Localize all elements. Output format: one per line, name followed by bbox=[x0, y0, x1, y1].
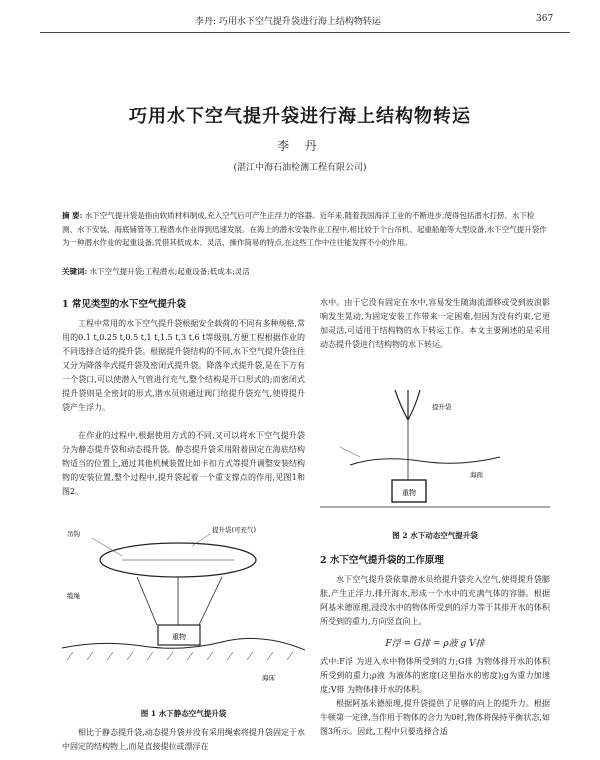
section-2-para-3: 根据阿基米德原理,提升袋提供了足够的向上的提升力。根据牛顿第一定律,当作用于物体的合力为0时,物体将保持平衡状态,如图3所示。因此,工程中只要选择合适 bbox=[320, 699, 550, 736]
sea-surface bbox=[350, 457, 500, 465]
abstract-label: 摘 要: bbox=[62, 211, 83, 220]
lift-bag-plume bbox=[395, 390, 420, 420]
article-title: 巧用水下空气提升袋进行海上结构物转运 bbox=[129, 106, 471, 127]
equation: F浮 = G排 = ρ液 g V排 bbox=[385, 639, 485, 649]
fig2-object-label: 重物 bbox=[402, 489, 416, 497]
affiliation: (湛江中海石油检测工程有限公司) bbox=[233, 163, 367, 173]
section-2-para-1: 水下空气提升袋依靠潜水员给提升袋充入空气,使得提升袋膨胀,产生正浮力,排开海水,形成一个水中的充满气体的容器。根据阿基米德原理,浸没水中的物体所受到的浮力等于其排开水的体积所受到的重力,方向竖直向上。 bbox=[320, 575, 550, 626]
author: 李 丹 bbox=[277, 139, 323, 153]
page-number: 367 bbox=[536, 14, 554, 24]
fig1-object-label: 重物 bbox=[172, 633, 186, 641]
keywords-text: 水下空气提升袋;工程潜水;起重设备;低成本;灵活 bbox=[89, 267, 250, 276]
fig1-bag-label: 提升袋(可充气) bbox=[212, 526, 257, 534]
figure-2-caption: 图 2 水下动态空气提升袋 bbox=[392, 531, 478, 540]
figure-1-caption: 图 1 水下静态空气提升袋 bbox=[140, 709, 227, 718]
figure-1-static-lift-bag bbox=[62, 520, 305, 702]
fig2-bag-label: 提升袋 bbox=[432, 403, 452, 411]
running-header-title: 李丹: 巧用水下空气提升袋进行海上结构物转运 bbox=[195, 17, 381, 27]
fig2-surface-label: 海面 bbox=[470, 471, 483, 479]
abstract bbox=[62, 209, 547, 250]
section-1-para-2: 在作业的过程中,根据使用方式的不同,又可以将水下空气提升袋分为静态提升袋和动态提升袋。静态提升袋采用附着固定在海底结构物适当的位置上,通过其他机械装置比如卡扣方式等提升调整安装结构物的安装位置,整个过程中,提升袋起着一个重支撑点的作用,见图1和图2。 bbox=[62, 431, 305, 496]
section-1-para-3: 相比于静态提升袋,动态提升袋并没有采用绳索将提升袋固定于水中固定的结构物上,而是直接提拉或漂浮在 bbox=[62, 728, 305, 751]
section-1-heading: 1 常见类型的水下空气提升袋 bbox=[62, 299, 186, 310]
header-rule bbox=[40, 32, 570, 33]
section-2-heading: 2 水下空气提升袋的工作原理 bbox=[320, 555, 444, 566]
section-1-para-1: 工程中常用的水下空气提升袋根据安全载荷的不同有多种规格,常用的0.1 t,0.25 t,0.5 t,1 t,1.5 t,3 t,6 t等级别,方便工程根据作业的不同选择合适的提升袋。根据提升袋结构的不同,水下空气提升袋往往又分为降落伞式提升袋及密闭式提升袋。降落伞式提升袋,是在下方有一个袋口,可以使潜入气管进行充气,整个结构是开口形式的;而密闭式提升袋则是全密封的形式,潜水员则通过阀门给提升袋充气,使得提升袋产生浮力。 bbox=[62, 319, 305, 412]
fig1-seabed-label: 海床 bbox=[262, 674, 275, 682]
fig1-hook-label: 吊钩 bbox=[67, 530, 80, 538]
figure-2-dynamic-lift-bag bbox=[320, 385, 550, 525]
keywords-label: 关键词: bbox=[62, 267, 88, 276]
abstract-text: 水下空气提升袋是指由软质材料制成,充入空气后可产生正浮力的容器。近年来,随着我国海洋工业的不断进步,使得包括潜水打捞、水下检测、水下安装、海底铺管等工程潜水作业得到迅速发展。在海上的潜水安装作业工程中,相比较于个台吊机、起重船舶等大型设备,水下空气提升袋作为一种潜水作业的起重设备,凭借其低成本、灵活、操作简易的特点,在这些工作中往往能发挥不小的作用。 bbox=[62, 211, 547, 247]
fig1-cable-label: 缆绳 bbox=[67, 592, 80, 600]
seabed-hatch bbox=[67, 652, 293, 660]
section-2-para-2: 式中:F浮 为进入水中物体所受到的力;G排 为物体排开水的体积所受到的重力;ρ液 为液体的密度(这里指水的密度);g为重力加速度;V排 为物体排开水的体积。 bbox=[320, 657, 550, 694]
right-col-para-1: 水中。由于它没有固定在水中,容易发生随海流漂移或受到波浪影响发生晃动,为固定安装工作带来一定困难,但因为没有约束,它更加灵活,可适用于结构物的水下转运工作。本文主要阐述的是采用动态提升袋进行结构物的水下转运。 bbox=[320, 298, 550, 349]
keywords bbox=[62, 265, 547, 279]
